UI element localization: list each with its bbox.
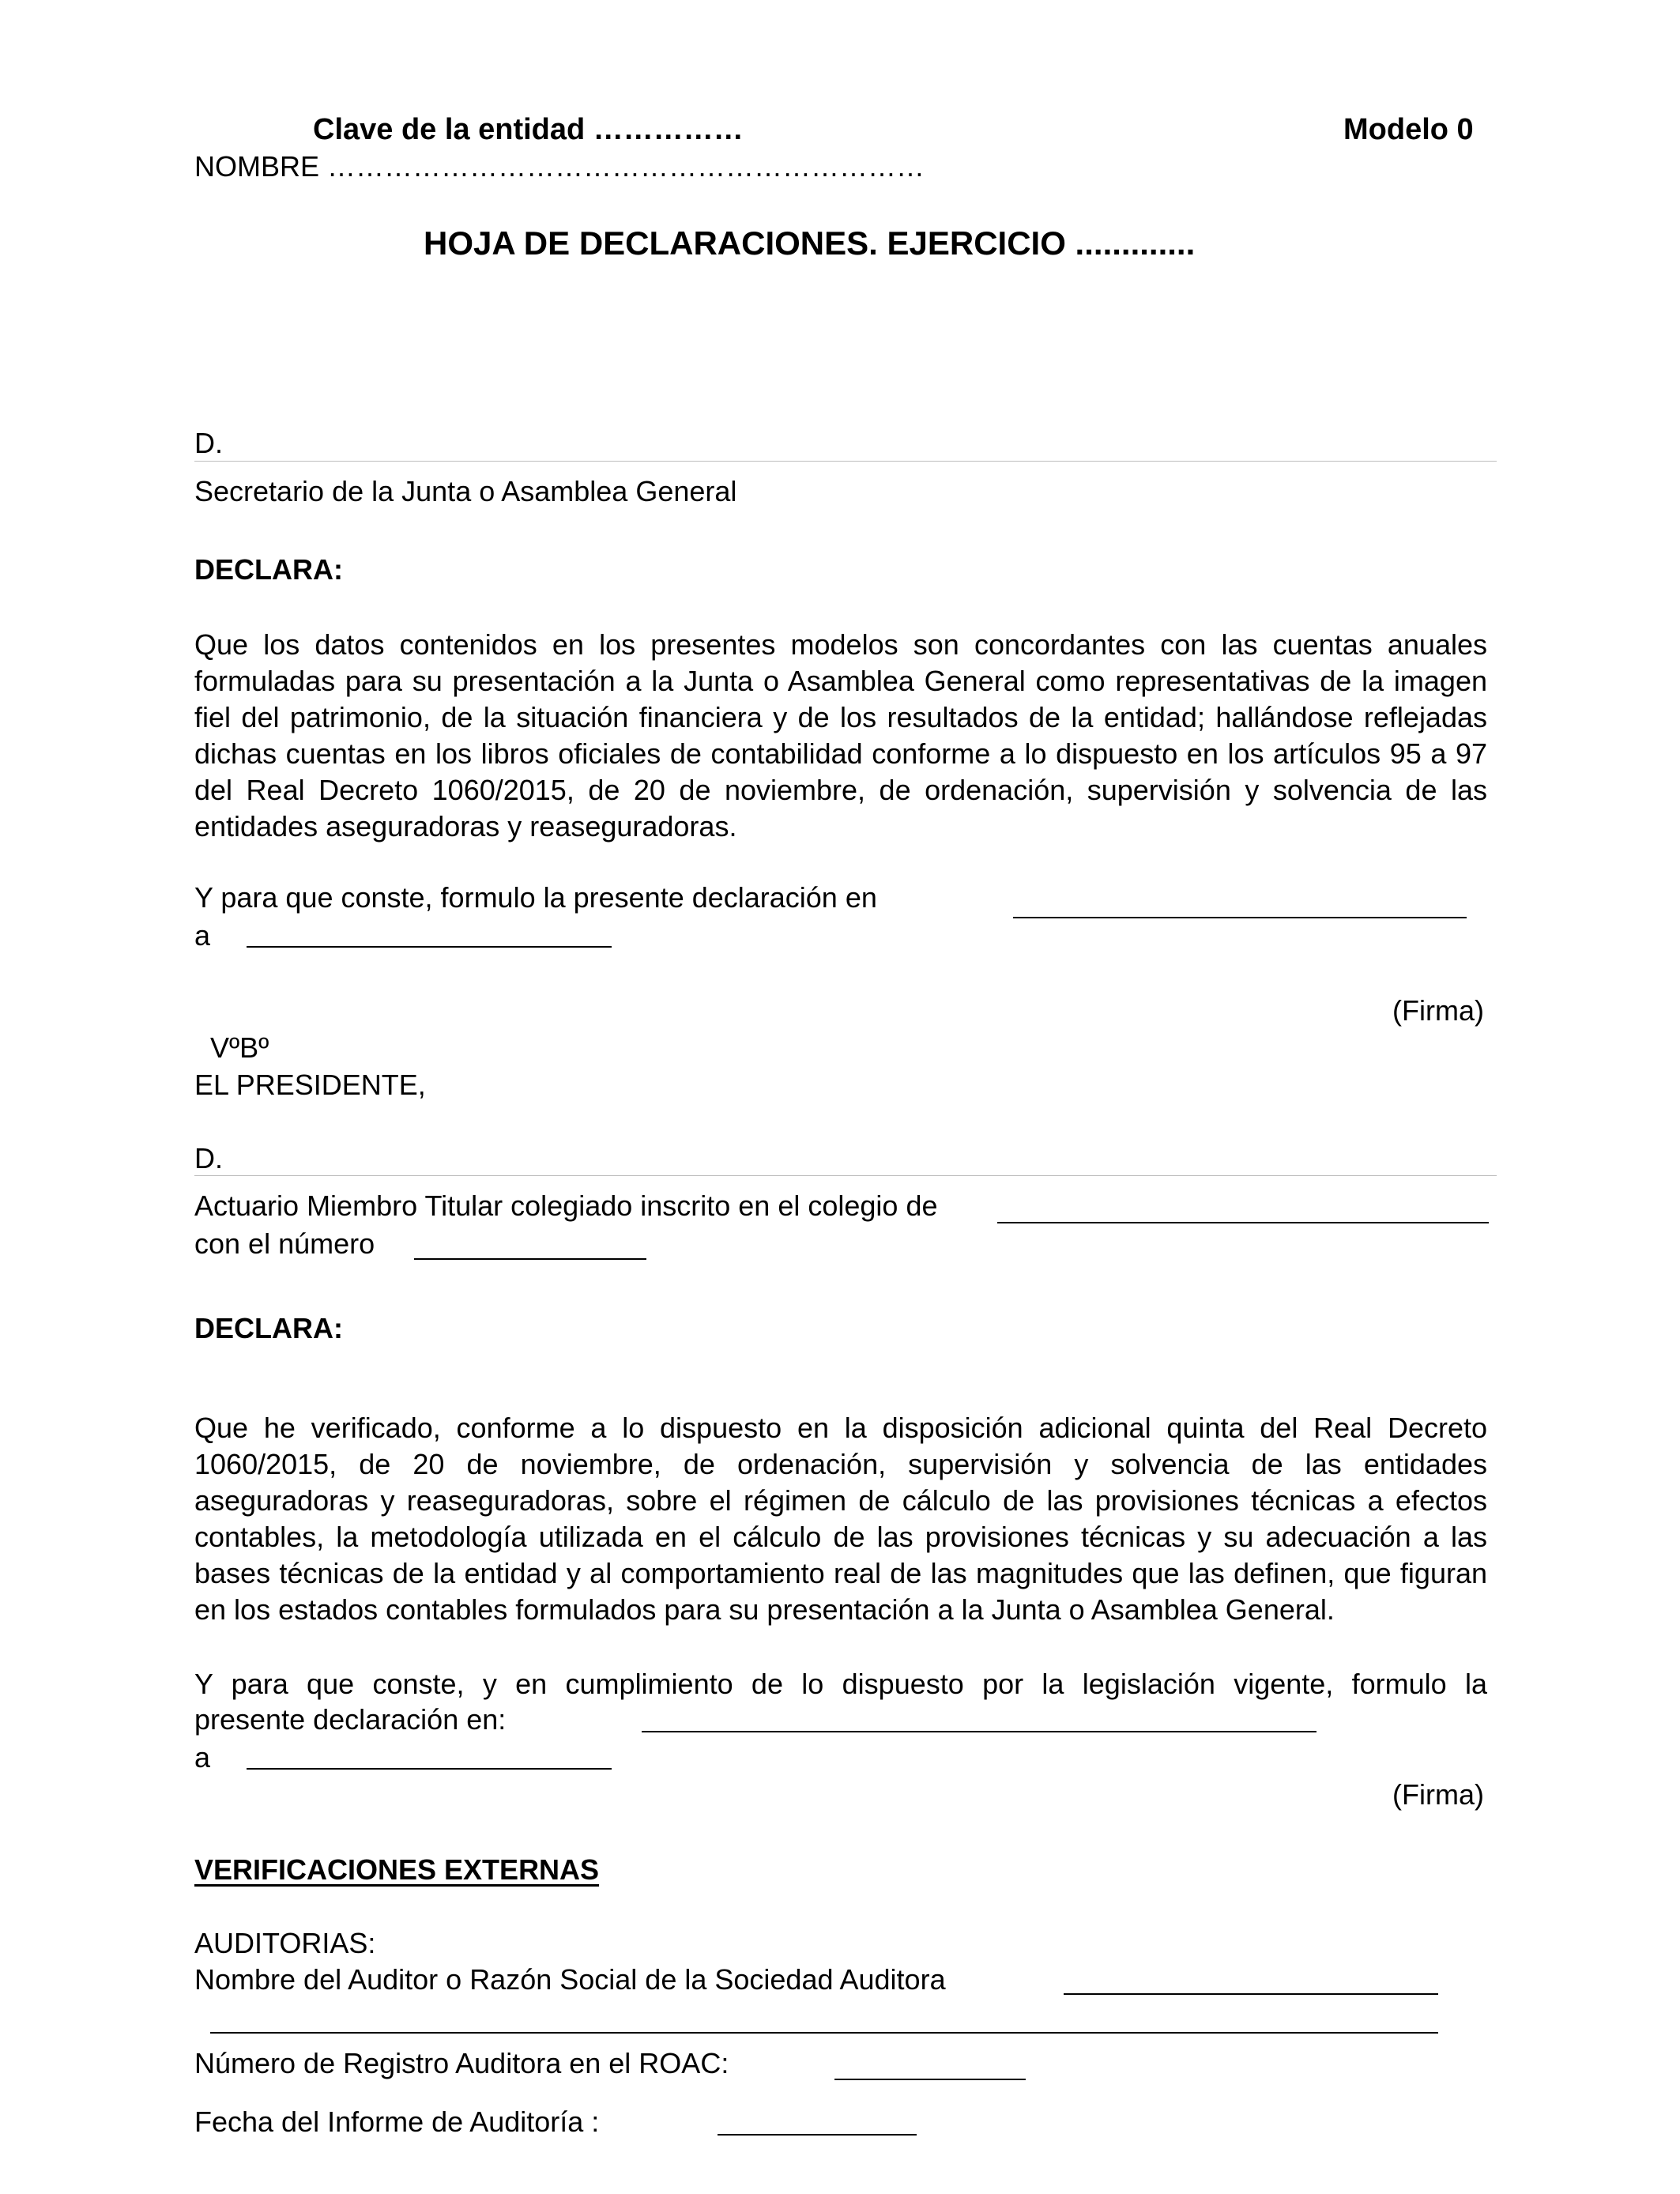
actuary-college-blank — [997, 1222, 1489, 1223]
secretary-place-blank — [1013, 917, 1467, 918]
secretary-declara-heading: DECLARA: — [194, 553, 343, 586]
actuary-signature-label: (Firma) — [1392, 1778, 1484, 1811]
audit-report-date-blank — [718, 2134, 917, 2136]
actuary-declaration-paragraph: Que he verificado, conforme a lo dispuesto en la disposición adicional quinta del Real Decreto 1060/2015, de 20 de noviembre, de ordenación, supervisión y solvencia de las entidades aseguradoras y reaseguradoras, sobre el régimen de cálculo de las provisiones técnicas a efectos contables, la metodología utilizada en el cálculo de las provisiones técnicas y su adecuación a las bases técnicas de la entidad y al comportamiento real de las magnitudes que las definen, que figuran en los estados contables formulados para su presentación a la Junta o Asamblea General. — [194, 1412, 1487, 1626]
actuary-conste-line: Y para que conste, y en cumplimiento de lo dispuesto por la legislación vigente, formulo la — [194, 1668, 1487, 1700]
secretary-a-label: a — [194, 919, 211, 952]
roac-blank — [834, 2079, 1026, 2080]
actuary-place-blank — [642, 1731, 1317, 1732]
name-field: NOMBRE ……………………………………………………… — [194, 150, 925, 183]
auditor-name-blank — [1064, 1993, 1438, 1995]
secretary-name-line — [194, 461, 1497, 462]
secretary-signature-label: (Firma) — [1392, 994, 1484, 1027]
secretary-declaration-paragraph: Que los datos contenidos en los presentes modelos son concordantes con las cuentas anuales formuladas para su presentación a la Junta o Asamblea General como representativas de la imagen fiel del patrimonio, de la situación financiera y de los resultados de la entidad; hallándose reflejadas dichas cuentas en los libros oficiales de contabilidad conforme a lo dispuesto en los artículos 95 a 97 del Real Decreto 1060/2015, de 20 de noviembre, de ordenación, supervisión y solvencia de las entidades aseguradoras y reaseguradoras. — [194, 628, 1487, 843]
secretary-conste-line: Y para que conste, formulo la presente declaración en — [194, 881, 877, 914]
external-verifications-heading: VERIFICACIONES EXTERNAS — [194, 1853, 600, 1886]
secretary-date-blank — [247, 946, 612, 948]
entity-key-label: Clave de la entidad …………… — [313, 113, 744, 146]
vobo-label: VºBº — [210, 1031, 269, 1064]
auditor-name-blank-2 — [210, 2032, 1438, 2034]
actuary-number-label: con el número — [194, 1227, 375, 1260]
actuary-role-line: Actuario Miembro Titular colegiado inscrito en el colegio de — [194, 1189, 938, 1222]
actuary-conste-line2: presente declaración en: — [194, 1703, 507, 1736]
model-label: Modelo 0 — [1343, 113, 1474, 146]
secretary-role: Secretario de la Junta o Asamblea General — [194, 475, 737, 507]
actuary-d-label: D. — [194, 1142, 223, 1174]
president-label: EL PRESIDENTE, — [194, 1069, 426, 1101]
audit-report-date-label: Fecha del Informe de Auditoría : — [194, 2105, 600, 2138]
auditor-name-label: Nombre del Auditor o Razón Social de la Sociedad Auditora — [194, 1963, 946, 1996]
actuary-number-blank — [414, 1258, 646, 1260]
actuary-a-label: a — [194, 1741, 211, 1774]
actuary-declara-heading: DECLARA: — [194, 1312, 343, 1344]
secretary-d-label: D. — [194, 427, 223, 459]
audits-label: AUDITORIAS: — [194, 1927, 376, 1959]
actuary-name-line — [194, 1175, 1497, 1176]
page-title: HOJA DE DECLARACIONES. EJERCICIO ............. — [424, 224, 1196, 262]
actuary-date-blank — [247, 1768, 612, 1770]
roac-label: Número de Registro Auditora en el ROAC: — [194, 2047, 729, 2079]
